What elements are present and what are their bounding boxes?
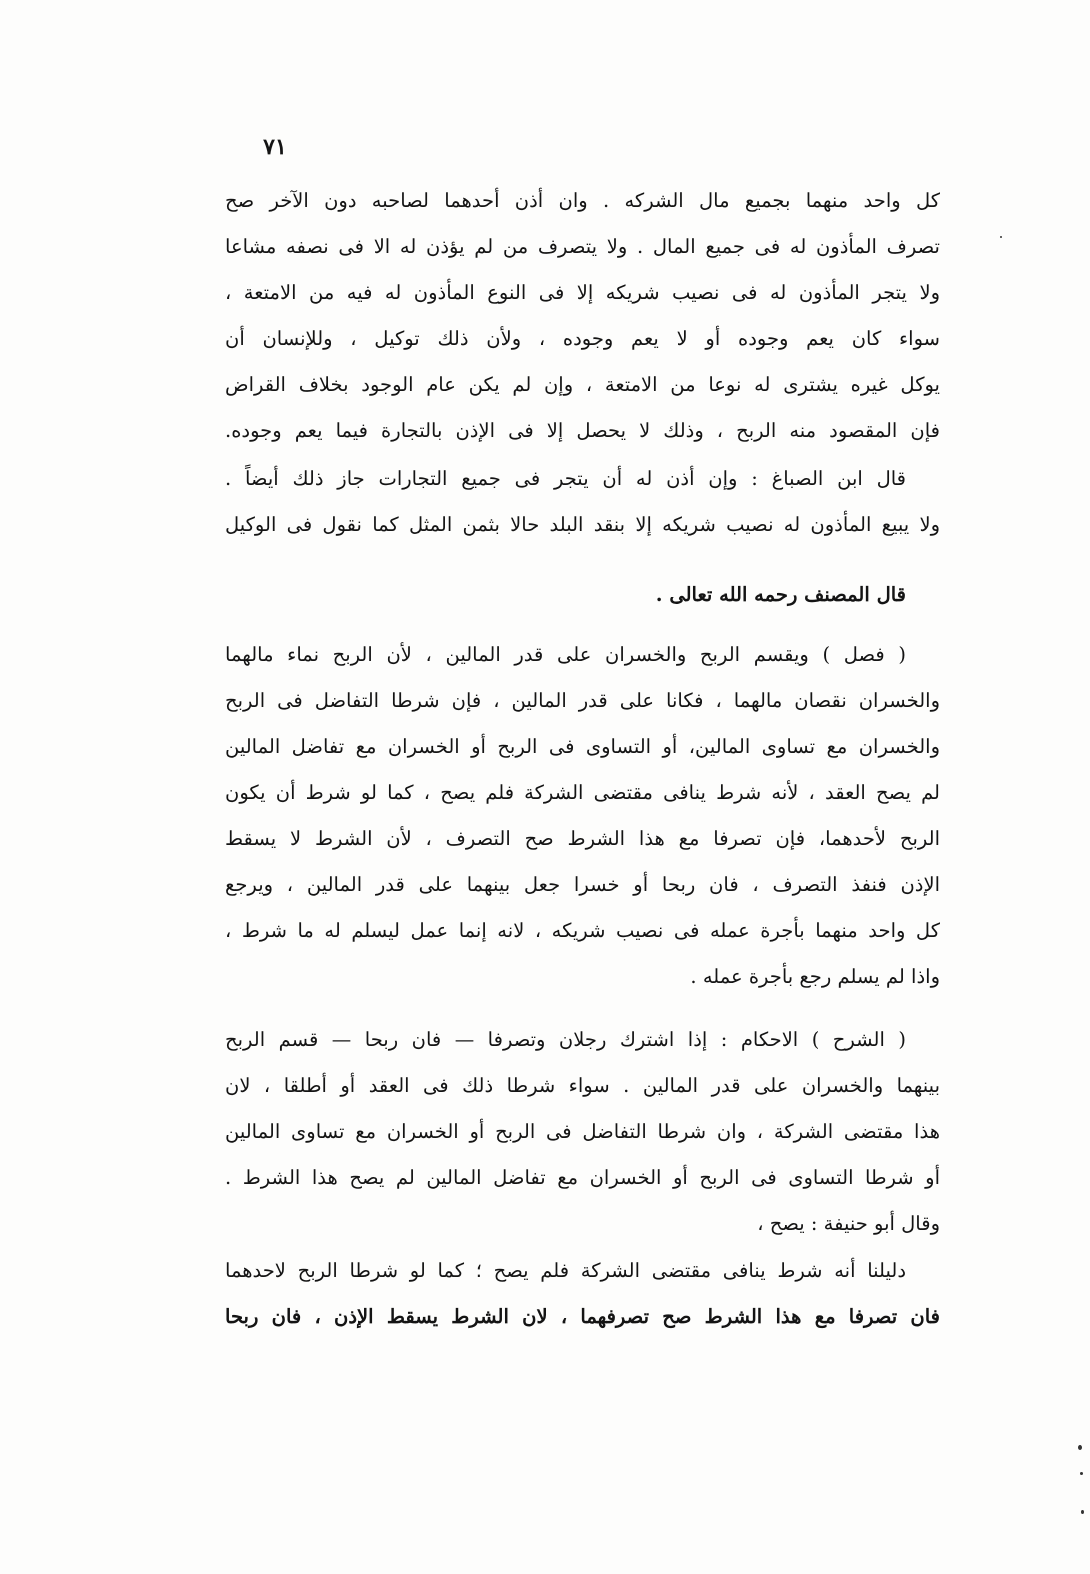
paragraph-dalil [225, 1248, 940, 1340]
text-line: يوكل غيره يشترى له نوعا من الامتعة ، وإن لم يكن عام الوجود بخلاف القراض [225, 373, 940, 396]
page-number: ٧١ [263, 134, 287, 160]
scan-speck [1000, 236, 1002, 238]
scan-speck [1078, 1445, 1082, 1450]
text-line: تصرف المأذون له فى جميع المال . ولا يتصرف من لم يؤذن له الا فى نصفه مشاعا [225, 235, 940, 258]
text-line: الإذن فنفذ التصرف ، فان ربحا أو خسرا جعل بينهما على قدر المالين ، ويرجع [225, 873, 940, 896]
text-line: كل واحد منهما بجميع مال الشركه . وان أذن أحدهما لصاحبه دون الآخر صح [225, 189, 940, 212]
text-line: والخسران نقصان مالهما ، فكانا على قدر المالين ، فإن شرطا التفاضل فى الربح [225, 689, 940, 712]
text-line: وقال أبو حنيفة : يصح ، [757, 1212, 940, 1235]
text-line: بينهما والخسران على قدر المالين . سواء شرطا ذلك فى العقد أو أطلقا ، لان [225, 1074, 940, 1097]
text-line: ولا يبيع المأذون له نصيب شريكه إلا بنقد البلد حالا بثمن المثل كما نقول فى الوكيل [225, 513, 940, 536]
text-line: ( الشرح ) الاحكام : إذا اشترك رجلان وتصرفا — فان ربحا — قسم الربح [225, 1028, 906, 1051]
text-line: فإن المقصود منه الربح ، وذلك لا يحصل إلا فى الإذن بالتجارة فيما يعم وجوده. [225, 419, 940, 442]
text-line: الربح لأحدهما، فإن تصرفا مع هذا الشرط صح التصرف ، لأن الشرط لا يسقط [225, 827, 940, 850]
scan-speck [1081, 1510, 1084, 1514]
text-line: سواء كان يعم وجوده أو لا يعم وجوده ، ولأن ذلك توكيل ، وللإنسان أن [225, 327, 940, 350]
paragraph-sharh [225, 1017, 940, 1247]
text-line: كل واحد منهما بأجرة عمله فى نصيب شريكه ، لانه إنما عمل ليسلم له ما شرط ، [225, 919, 940, 942]
text-line: لم يصح العقد ، لأنه شرط ينافى مقتضى الشركة فلم يصح ، كما لو شرط أن يكون [225, 781, 940, 804]
text-line: والخسران مع تساوى المالين، أو التساوى فى الربح أو الخسران مع تفاضل المالين [225, 735, 940, 758]
text-line: دليلنا أنه شرط ينافى مقتضى الشركة فلم يصح ؛ كما لو شرطا الربح لاحدهما [225, 1259, 906, 1282]
text-line: أو شرطا التساوى فى الربح أو الخسران مع تفاضل المالين لم يصح هذا الشرط . [225, 1166, 940, 1189]
scan-speck [1080, 1472, 1083, 1475]
text-line: هذا مقتضى الشركة ، وان شرطا التفاضل فى الربح أو الخسران مع تساوى المالين [225, 1120, 940, 1143]
text-line: واذا لم يسلم رجع بأجرة عمله . [690, 965, 940, 988]
paragraph-1 [225, 178, 940, 454]
text-line: قال ابن الصباغ : وإن أذن له أن يتجر فى جميع التجارات جاز ذلك أيضاً . [225, 467, 906, 490]
text-line: ولا يتجر المأذون له فى نصيب شريكه إلا فى النوع المأذون له فيه من الامتعة ، [225, 281, 940, 304]
text-line: فان تصرفا مع هذا الشرط صح تصرفهما ، لان الشرط يسقط الإذن ، فان ربحا [225, 1305, 940, 1328]
author-heading [225, 572, 940, 618]
heading-line: قال المصنف رحمه الله تعالى . [655, 583, 906, 606]
text-line: ( فصل ) ويقسم الربح والخسران على قدر المالين ، لأن الربح نماء مالهما [225, 643, 906, 666]
paragraph-2 [225, 456, 940, 548]
paragraph-fasl [225, 632, 940, 1000]
